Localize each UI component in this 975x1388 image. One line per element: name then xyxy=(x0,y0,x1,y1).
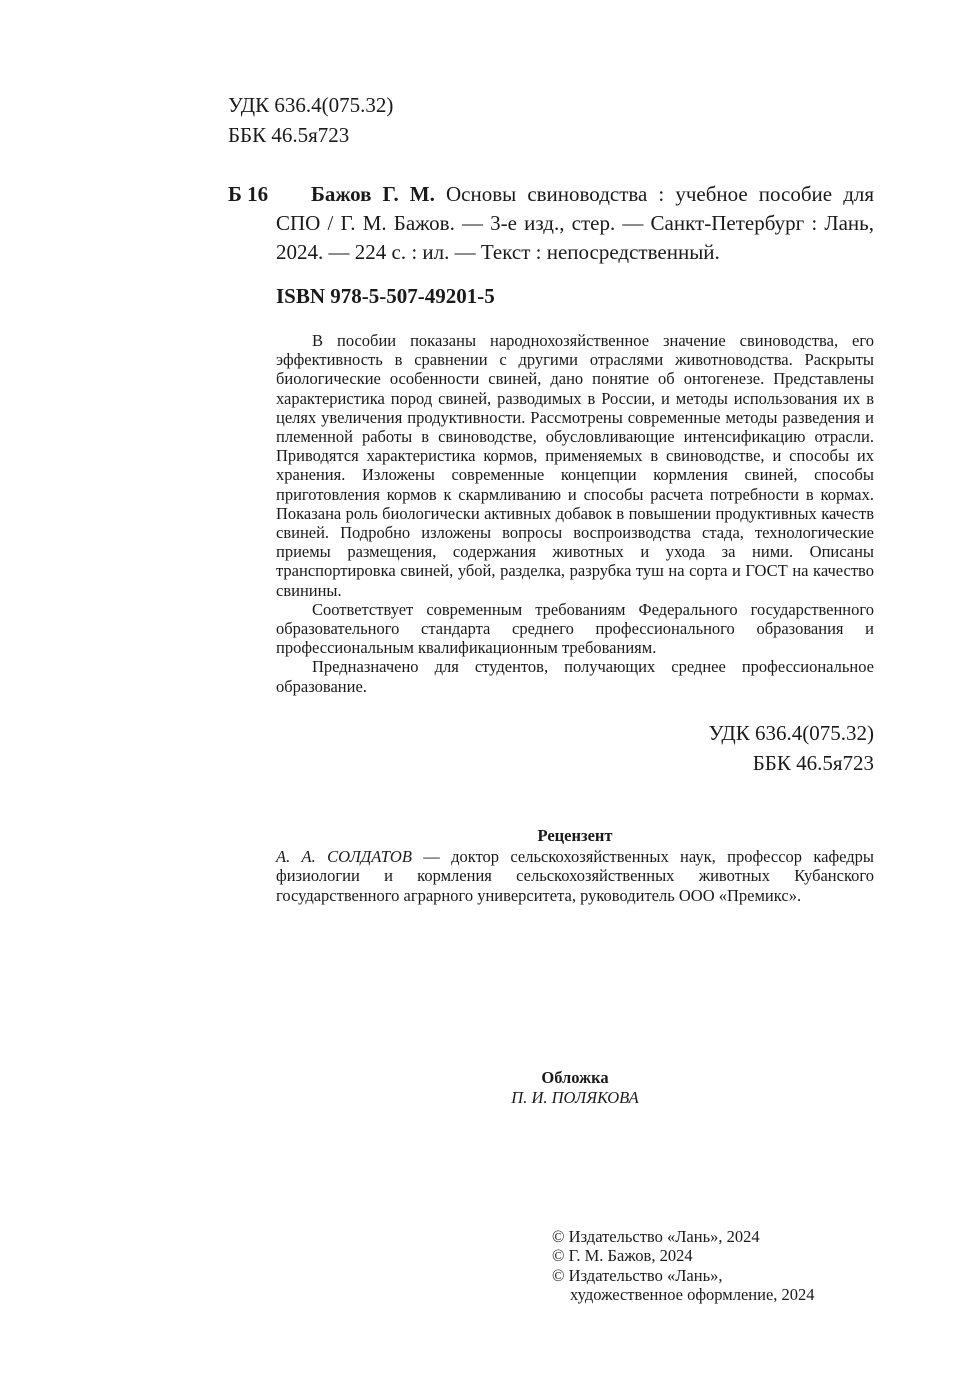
bbk-code: ББК 46.5я723 xyxy=(752,751,874,775)
udk-code: УДК 636.4(075.32) xyxy=(708,721,874,745)
isbn: ISBN 978-5-507-49201-5 xyxy=(276,284,495,308)
copyright-line: © Издательство «Лань», xyxy=(552,1265,723,1285)
copyright-line: © Издательство «Лань», 2024 xyxy=(552,1227,760,1246)
author-name: Бажов Г. М. xyxy=(311,182,435,206)
abstract-paragraph: В пособии показаны народнохозяйственное значение свиноводства, его эффективность в сравнении с другими отраслями животноводства. Раскрыты биологические особенности свиней, дано понятие об онтогенезе. Представлены характеристика пород свиней, разводимых в России, и методы использования их в целях увеличения продуктивности. Рассмотрены современные методы разведения и племенной работы в свиноводстве, обусловливающие интенсификацию отрасли. Приводятся характеристика кормов, применяемых в свиноводстве, и способы их хранения. Изложены современные концепции кормления свиней, способы приготовления кормов к скармливанию и способы расчета потребности в кормах. Показана роль биологически активных добавок в повышении продуктивных качеств свиней. Подробно изложены вопросы воспроизводства стада, технологические приемы размещения, содержания животных и ухода за ними. Описаны транспортировка свиней, убой, разделка, разрубка туш на сорта и ГОСТ на качество свинины. xyxy=(276,331,874,600)
reviewer-description xyxy=(276,847,874,906)
copyright-line: художественное оформление, 2024 xyxy=(570,1284,815,1304)
abstract-paragraph: Предназначено для студентов, получающих среднее профессиональное образование. xyxy=(276,657,874,696)
abstract xyxy=(276,331,874,696)
reviewer-heading: Рецензент xyxy=(537,826,613,845)
copyright-line: © Г. М. Бажов, 2024 xyxy=(552,1246,693,1266)
bibliographic-entry xyxy=(228,180,874,267)
classification-block-top xyxy=(228,90,393,150)
cover-heading: Обложка xyxy=(541,1068,609,1087)
copyright-block xyxy=(552,1227,815,1304)
udk-code: УДК 636.4(075.32) xyxy=(228,93,394,117)
cover-designer: П. И. ПОЛЯКОВА xyxy=(511,1087,639,1107)
bibliographic-text: Основы свиноводства : учебное пособие для СПО / Г. М. Бажов. — 3-е изд., стер. — Санкт-Петербург : Лань, 2024. — 224 с. : ил. — Текст : непосредственный. xyxy=(276,182,875,264)
bbk-code: ББК 46.5я723 xyxy=(228,123,350,147)
bibliographic-description xyxy=(276,180,874,267)
reviewer-name: А. А. СОЛДАТОВ xyxy=(276,846,412,866)
reviewer-text: — доктор сельскохозяйственных наук, профессор кафедры физиологии и кормления сельскохозяйственных животных Кубанского государственного аграрного университета, руководитель ООО «Премикс». xyxy=(276,846,874,905)
reviewer-block xyxy=(276,826,874,905)
classification-block-bottom xyxy=(709,718,874,778)
cover-credit xyxy=(276,1068,874,1107)
abstract-paragraph: Соответствует современным требованиям Федерального государственного образовательного стандарта среднего профессионального образования и профессиональным квалификационным требованиям. xyxy=(276,599,874,658)
author-mark: Б 16 xyxy=(228,182,269,206)
